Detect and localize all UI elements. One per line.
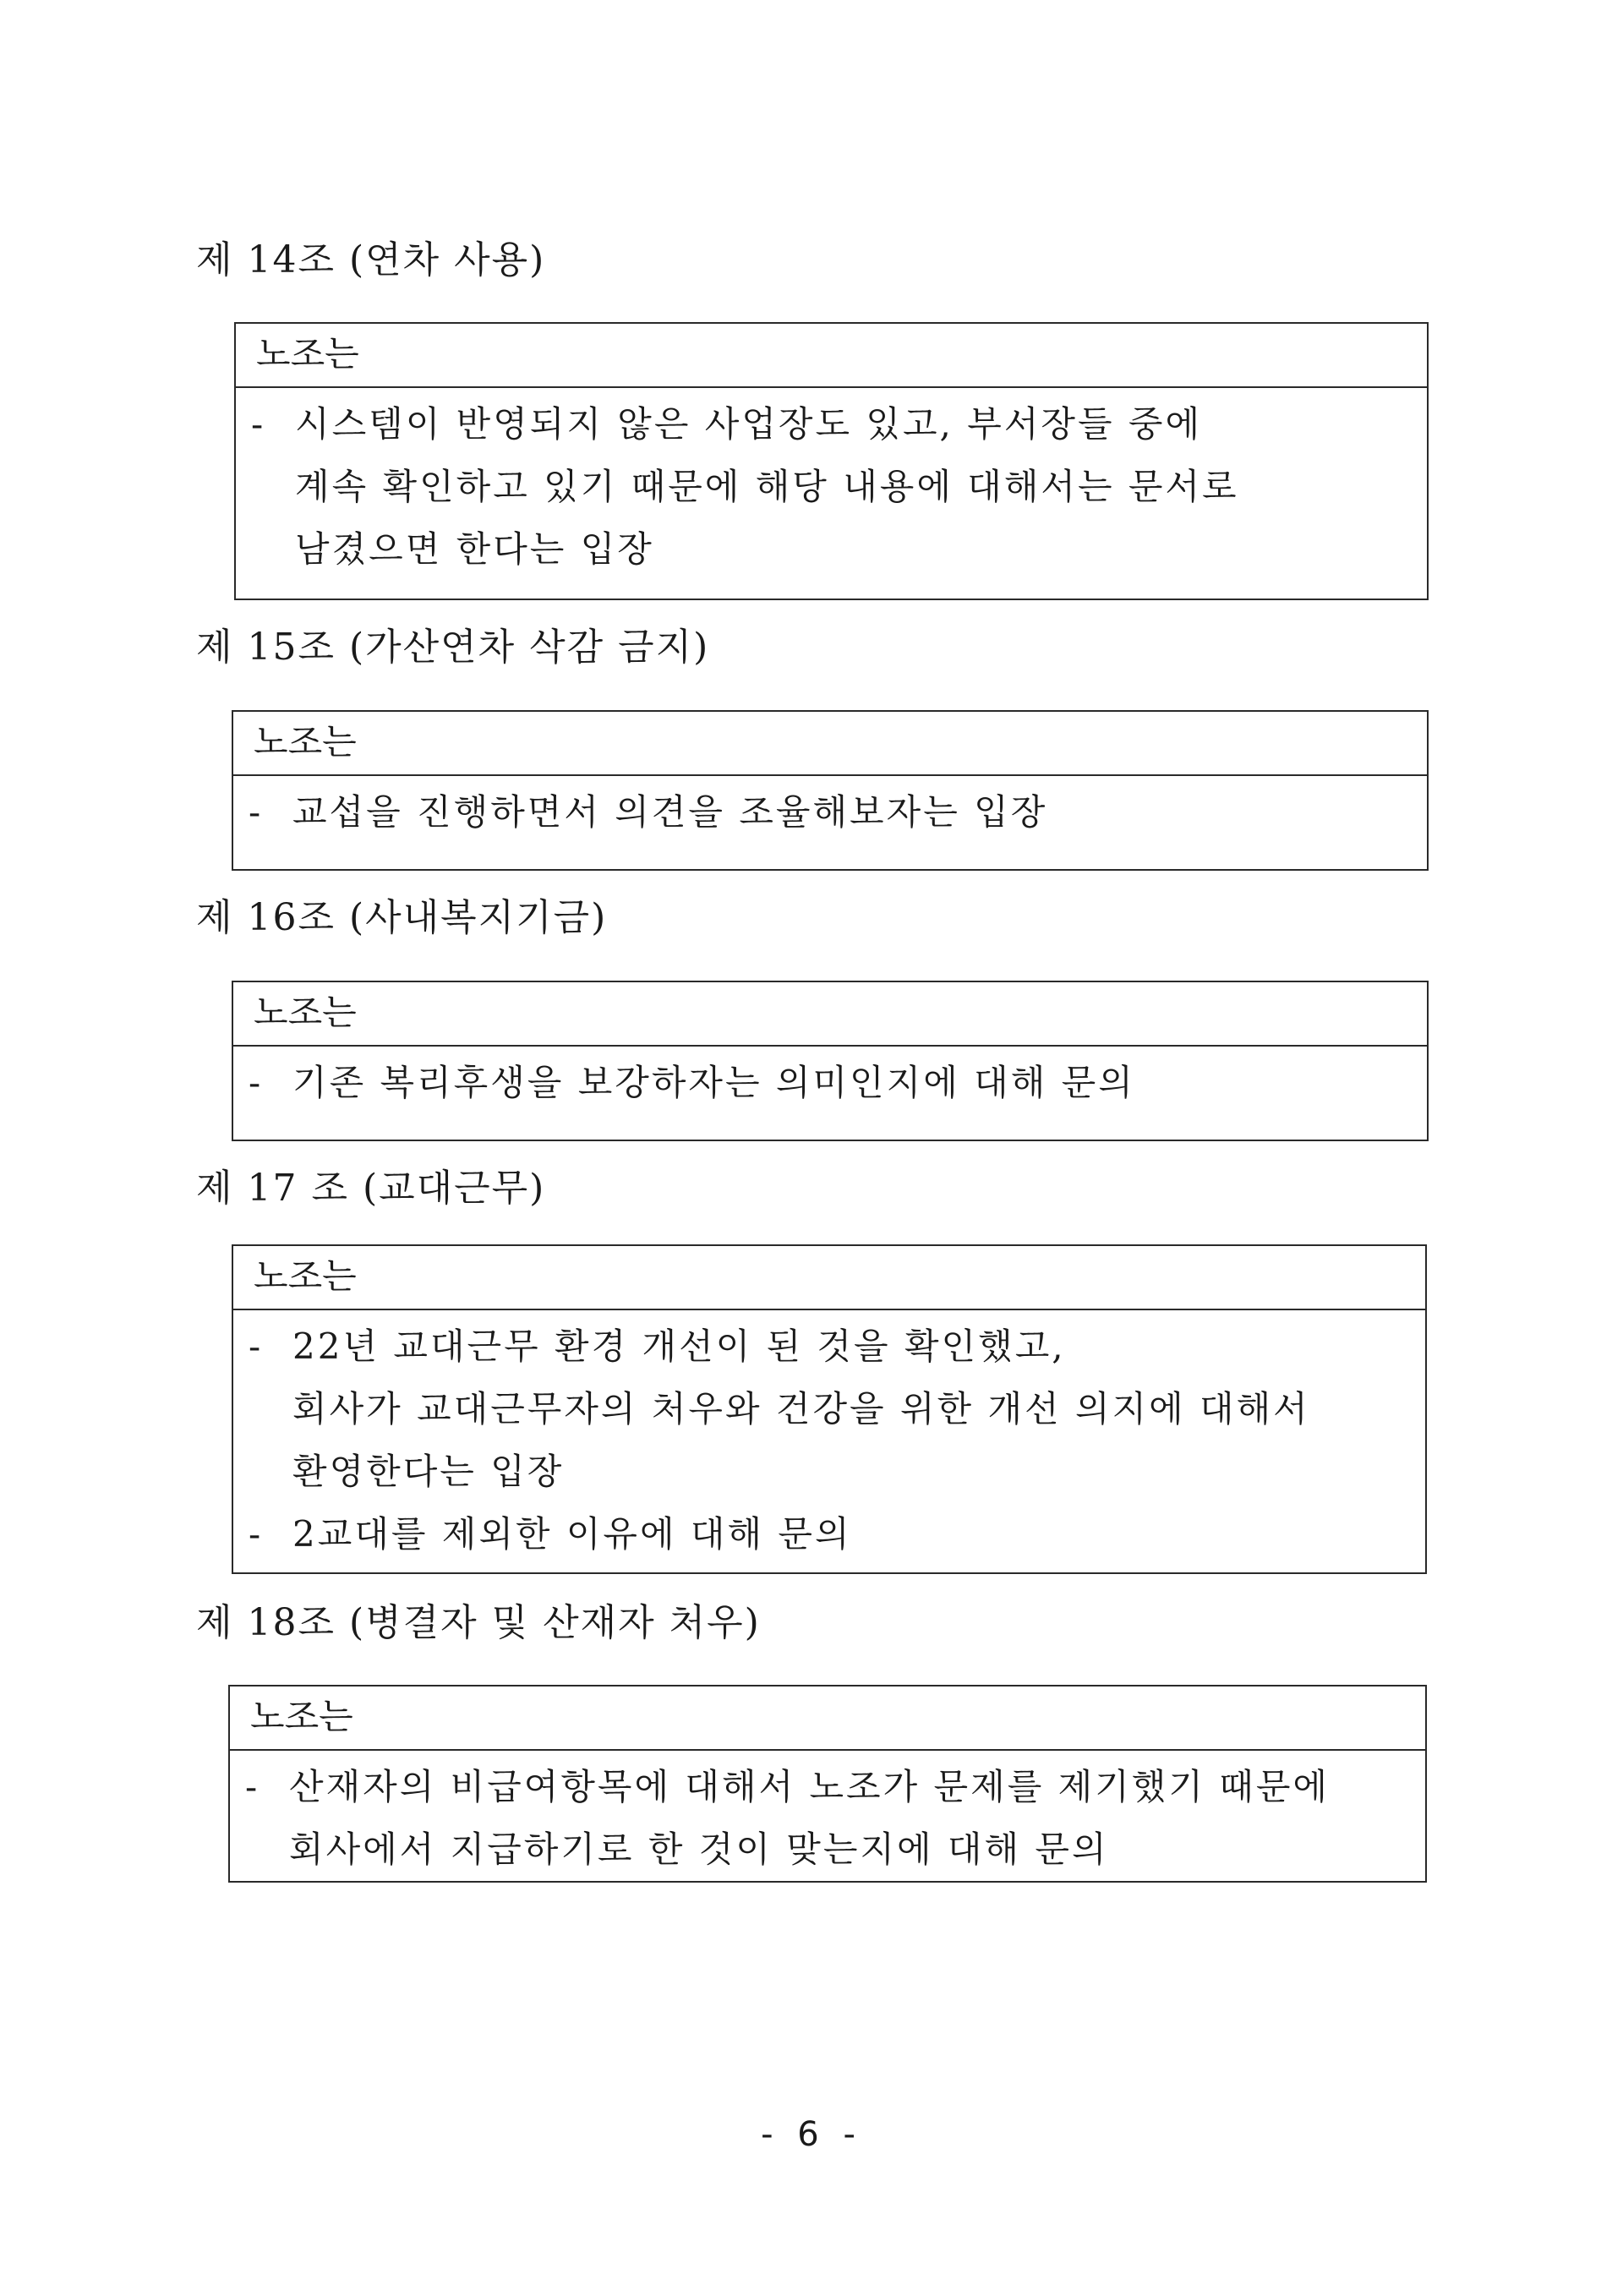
article-16-body — [233, 1047, 1427, 1114]
item-line: 시스템이 반영되지 않은 사업장도 있고, 부서장들 중에 — [295, 403, 1203, 445]
list-item — [249, 1052, 1427, 1114]
list-dash: - — [249, 1062, 264, 1103]
article-15-body — [233, 776, 1427, 844]
list-dash: - — [249, 791, 264, 833]
list-dash: - — [249, 1513, 264, 1555]
article-18-body — [230, 1751, 1425, 1881]
item-line: 22년 교대근무 환경 개선이 된 것을 확인했고, — [292, 1326, 1066, 1367]
list-dash: - — [249, 1326, 264, 1367]
item-line: 환영한다는 입장 — [292, 1451, 565, 1492]
article-17-body — [233, 1310, 1425, 1566]
list-dash: - — [251, 403, 266, 445]
article-16-title: 제 16조 (사내복지기금) — [196, 896, 608, 939]
article-17-header: 노조는 — [233, 1246, 1425, 1310]
article-15-box — [232, 710, 1429, 871]
article-17-title: 제 17 조 (교대근무) — [196, 1167, 546, 1210]
list-dash: - — [245, 1766, 260, 1807]
item-line: 기존 복리후생을 보강하자는 의미인지에 대해 문의 — [292, 1062, 1135, 1103]
item-line: 2교대를 제외한 이유에 대해 문의 — [292, 1513, 852, 1555]
article-14-box — [234, 322, 1429, 600]
article-14-title: 제 14조 (연차 사용) — [196, 238, 546, 282]
list-item — [249, 1315, 1425, 1503]
article-18-title: 제 18조 (병결자 및 산재자 처우) — [196, 1601, 761, 1644]
article-15-title: 제 15조 (가산연차 삭감 금지) — [196, 626, 710, 669]
article-16-box — [232, 981, 1429, 1141]
article-15-header: 노조는 — [233, 712, 1427, 776]
item-line: 산재자의 비급여항목에 대해서 노조가 문제를 제기했기 때문에 — [289, 1766, 1330, 1807]
article-16-header: 노조는 — [233, 982, 1427, 1047]
item-line: 교섭을 진행하면서 의견을 조율해보자는 입장 — [292, 791, 1048, 833]
list-item — [249, 781, 1427, 844]
item-line: 남겼으면 한다는 입장 — [295, 528, 654, 570]
article-18-header: 노조는 — [230, 1686, 1425, 1751]
article-17-box — [232, 1244, 1427, 1574]
item-line: 회사에서 지급하기로 한 것이 맞는지에 대해 문의 — [289, 1829, 1109, 1870]
article-18-box — [228, 1685, 1427, 1883]
item-line: 계속 확인하고 있기 때문에 해당 내용에 대해서는 문서로 — [295, 466, 1239, 507]
item-line: 회사가 교대근무자의 처우와 건강을 위한 개선 의지에 대해서 — [292, 1388, 1310, 1430]
list-item — [245, 1756, 1425, 1881]
list-item — [251, 393, 1427, 581]
page-number: - 6 - — [761, 2115, 862, 2154]
article-14-header: 노조는 — [236, 324, 1427, 388]
article-14-body — [236, 388, 1427, 581]
list-item — [249, 1503, 1425, 1566]
